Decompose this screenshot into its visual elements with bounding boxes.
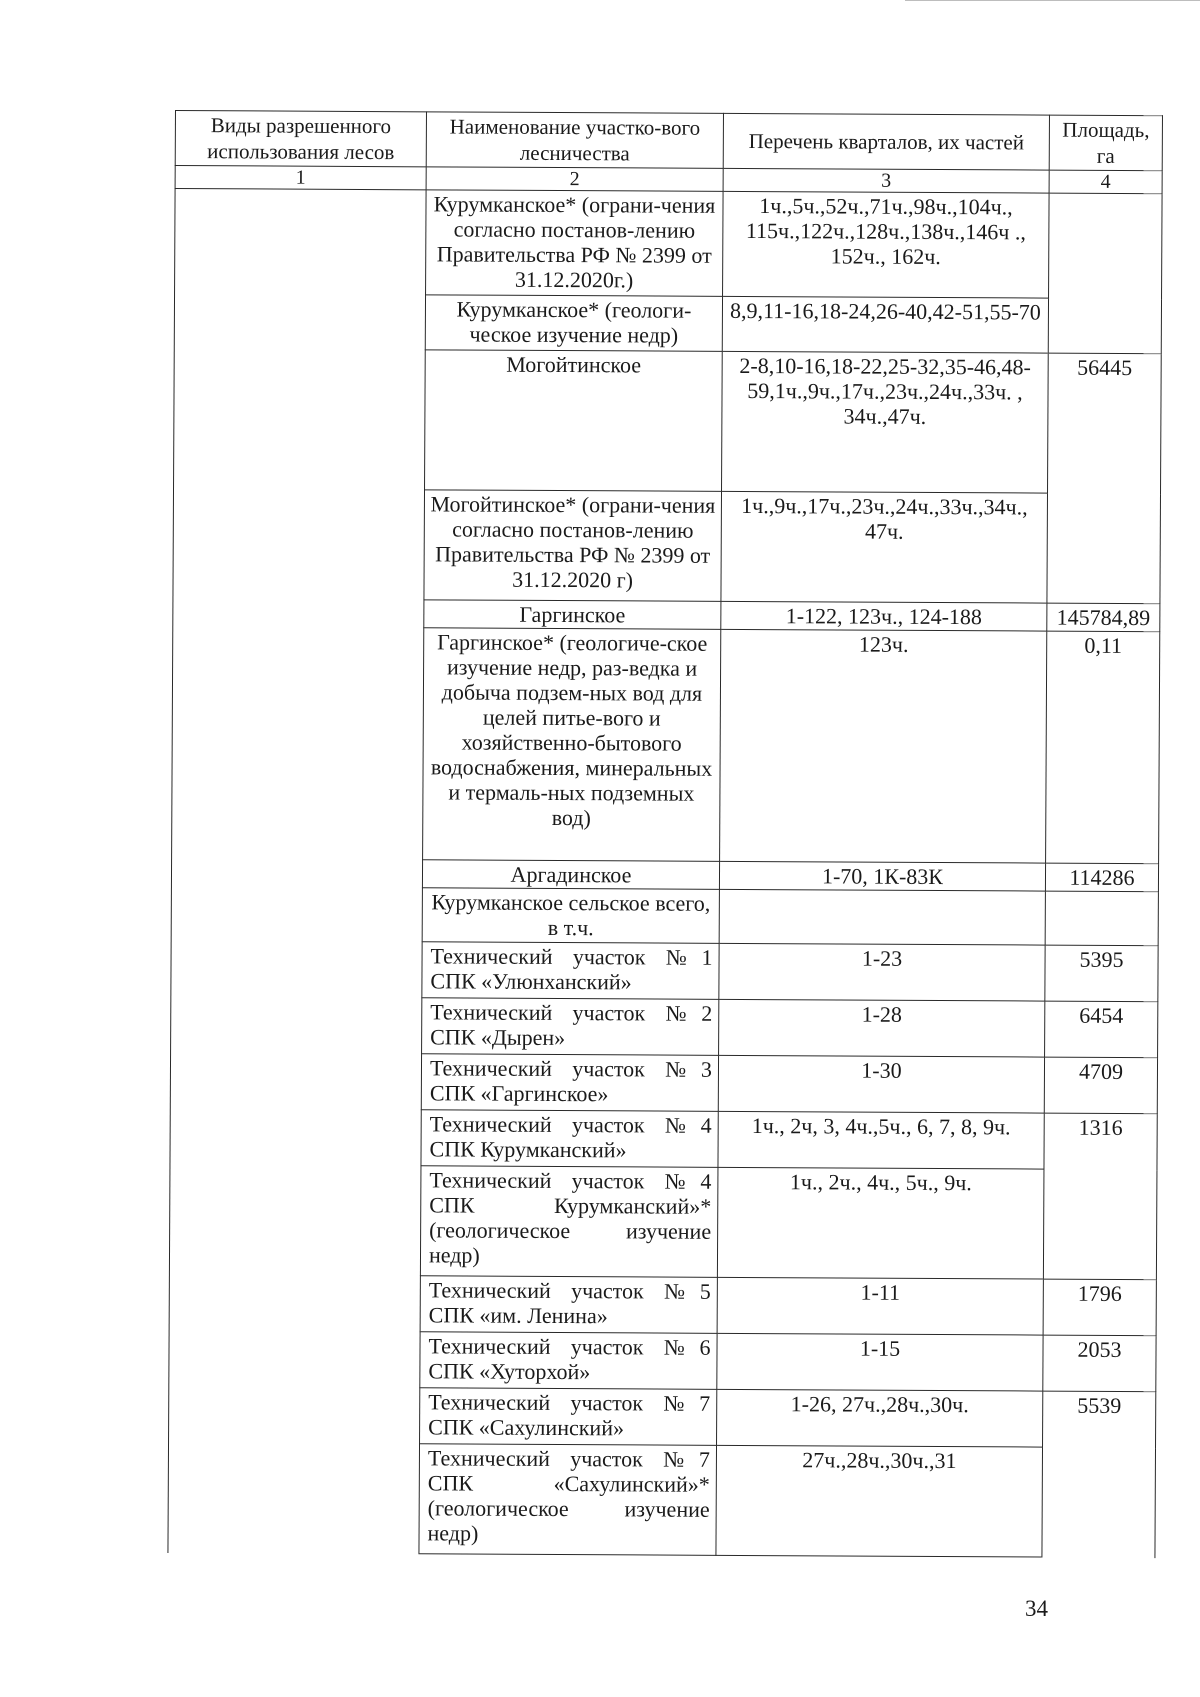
area-cell: 5539 xyxy=(1042,1391,1156,1558)
column-number-1: 1 xyxy=(175,166,426,190)
quarters-cell: 1ч.,9ч.,17ч.,23ч.,24ч.,33ч.,34ч., 47ч. xyxy=(721,491,1048,603)
district-name-cell: Курумканское* (ограни-чения согласно постанов-лению Правительства РФ № 2399 от 31.12.2020г.) xyxy=(426,190,724,297)
area-cell: 5395 xyxy=(1045,945,1158,1002)
quarters-cell: 1-30 xyxy=(718,1055,1044,1113)
district-name-cell: Гаргинское xyxy=(424,600,721,630)
area-cell: 4709 xyxy=(1044,1057,1157,1114)
area-cell: 2053 xyxy=(1043,1335,1156,1392)
quarters-cell: 1ч., 2ч, 3, 4ч.,5ч., 6, 7, 8, 9ч. xyxy=(718,1111,1044,1169)
district-name-cell: Могойтинское* (ограни-чения согласно постанов-лению Правительства РФ № 2399 от 31.12.2020 г) xyxy=(424,490,722,602)
area-cell: 1316 xyxy=(1043,1113,1157,1280)
column-number-2: 2 xyxy=(426,167,723,192)
quarters-cell: 1-70, 1К-83К xyxy=(719,861,1045,891)
district-name-cell: Гаргинское* (геологиче-ское изучение недр, раз-ведка и добыча подзем-ных вод для целей питье-вого и хозяйственно-бытового водоснабжения, минеральных и термаль-ных подземных вод) xyxy=(423,628,721,862)
quarters-cell: 1ч., 2ч., 4ч., 5ч., 9ч. xyxy=(717,1167,1044,1279)
table-header-row xyxy=(175,111,1162,171)
area-cell: 114286 xyxy=(1045,863,1158,892)
district-name-cell: Аргадинское xyxy=(422,860,719,890)
header-area: Площадь, га xyxy=(1049,115,1162,171)
quarters-cell: 1-122, 123ч., 124-188 xyxy=(721,601,1047,631)
quarters-cell: 1-23 xyxy=(719,943,1045,1001)
quarters-cell: 1-28 xyxy=(719,999,1045,1057)
quarters-cell: 1ч.,5ч.,52ч.,71ч.,98ч.,104ч., 115ч.,122ч.,128ч.,138ч.,146ч ., 152ч., 162ч. xyxy=(723,191,1050,298)
district-name-cell: Технический участок №4 СПК Курумканский» xyxy=(421,1110,718,1168)
quarters-cell: 2-8,10-16,18-22,25-32,35-46,48-59,1ч.,9ч.,17ч.,23ч.,24ч.,33ч. , 34ч.,47ч. xyxy=(722,351,1049,493)
area-cell: 6454 xyxy=(1045,1001,1158,1058)
column-number-4: 4 xyxy=(1049,170,1162,194)
permitted-use-cell xyxy=(168,189,426,1554)
header-district-name: Наименование участко-вого лесничества xyxy=(426,112,723,169)
area-cell xyxy=(1048,193,1162,354)
district-name-cell: Технический участок №3 СПК «Гаргинское» xyxy=(421,1054,718,1112)
forest-use-table xyxy=(167,110,1163,1558)
header-quarters-list: Перечень кварталов, их частей xyxy=(723,113,1049,170)
area-cell: 56445 xyxy=(1047,353,1161,604)
district-name-cell: Могойтинское xyxy=(425,350,723,492)
district-name-cell: Технический участок №5 СПК «им. Ленина» xyxy=(420,1276,717,1334)
district-name-cell: Технический участок №1 СПК «Улюнханский» xyxy=(422,942,719,1000)
column-number-3: 3 xyxy=(723,168,1049,193)
district-name-cell: Технический участок №2 СПК «Дырен» xyxy=(422,998,719,1056)
area-cell xyxy=(1045,891,1158,946)
page-number: 34 xyxy=(1025,1596,1048,1621)
quarters-cell: 8,9,11-16,18-24,26-40,42-51,55-70 xyxy=(722,296,1048,353)
district-name-cell: Технический участок №7 СПК «Сахулинский» xyxy=(420,1388,717,1446)
area-cell: 1796 xyxy=(1043,1279,1156,1336)
header-permitted-use: Виды разрешенного использования лесов xyxy=(175,111,426,167)
scan-edge-line xyxy=(905,0,1200,1)
quarters-cell: 123ч. xyxy=(720,629,1047,863)
quarters-cell: 1-11 xyxy=(717,1277,1043,1335)
area-cell: 145784,89 xyxy=(1047,603,1160,632)
quarters-cell xyxy=(719,889,1045,945)
quarters-cell: 27ч.,28ч.,30ч.,31 xyxy=(716,1445,1043,1557)
district-name-cell: Технический участок №7 СПК «Сахулинский»* (геологическое изучение недр) xyxy=(419,1444,717,1556)
quarters-cell: 1-26, 27ч.,28ч.,30ч. xyxy=(717,1389,1043,1447)
district-name-cell: Технический участок №6 СПК «Хуторхой» xyxy=(420,1332,717,1390)
district-name-cell: Курумканское* (геологи-ческое изучение недр) xyxy=(425,295,722,352)
area-cell: 0,11 xyxy=(1046,631,1160,864)
district-name-cell: Технический участок №4 СПК Курумканский»* (геологическое изучение недр) xyxy=(420,1166,718,1278)
table-row xyxy=(175,189,1163,299)
district-name-cell: Курумканское сельское всего, в т.ч. xyxy=(422,888,719,944)
quarters-cell: 1-15 xyxy=(717,1333,1043,1391)
